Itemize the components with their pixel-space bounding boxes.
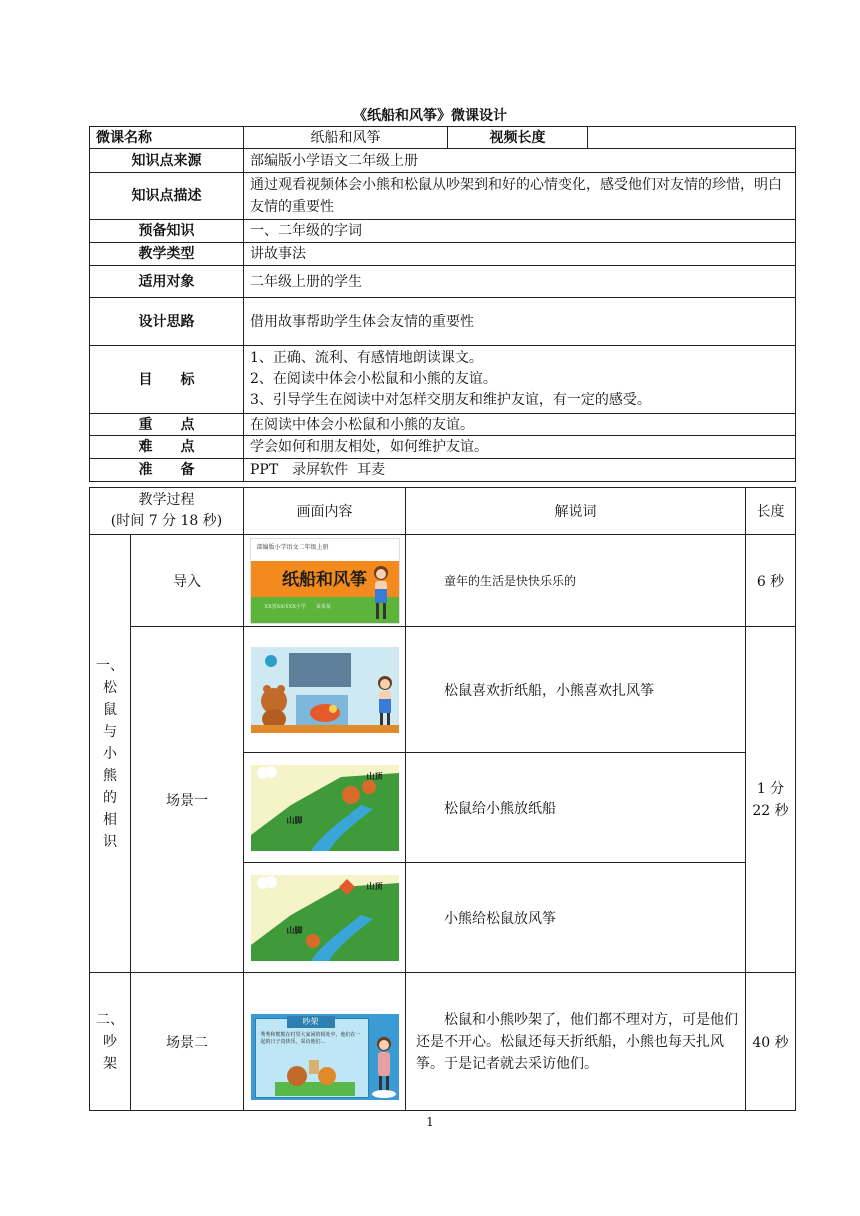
peak-label: 山顶 — [366, 880, 383, 891]
audience-value: 二年级上册的学生 — [244, 266, 796, 298]
row-prior — [90, 220, 796, 243]
foot-label: 山脚 — [286, 814, 303, 825]
scene-two: 场景二 — [131, 973, 244, 1111]
thumb-cell — [244, 753, 406, 863]
row-key — [90, 414, 796, 436]
header-narration: 解说词 — [406, 488, 746, 535]
row-goals — [90, 346, 796, 414]
foot-label: 山脚 — [286, 924, 303, 935]
intro-slide-thumbnail — [250, 538, 400, 624]
process-header-row — [90, 488, 796, 535]
scene-one: 场景一 — [131, 627, 244, 973]
key-label: 重 点 — [90, 414, 244, 436]
type-label: 教学类型 — [90, 243, 244, 266]
row-design — [90, 298, 796, 346]
scene-intro: 导入 — [131, 535, 244, 627]
slide-text: 秀秀和熊熊在村里大家闲的相处中，他们在一起的日子真快乐，采访他们… — [260, 1031, 361, 1045]
bear-icon — [259, 651, 289, 731]
narration-intro: 童年的生活是快快乐乐的 — [406, 535, 746, 627]
source-value: 部编版小学语文二年级上册 — [244, 149, 796, 173]
prep-label: 准 备 — [90, 459, 244, 482]
section-1-name: 一、 松 鼠 与 小 熊 的 相 识 — [90, 535, 131, 973]
narration-scene-one-b: 松鼠给小熊放纸船 — [406, 753, 746, 863]
header-length: 长度 — [746, 488, 796, 535]
thumb-cell — [244, 535, 406, 627]
dragon-kite-icon — [307, 697, 343, 725]
prior-value: 一、二年级的字词 — [244, 220, 796, 243]
ground-strip — [251, 725, 399, 733]
length-value — [588, 127, 796, 149]
scene-one-slide-thumbnail — [251, 647, 399, 733]
thumb-cell — [244, 973, 406, 1111]
table-row — [90, 535, 796, 627]
page-number: 1 — [426, 1115, 434, 1129]
table-row — [90, 973, 796, 1111]
peak-label: 山顶 — [366, 770, 383, 781]
header-time: (时间 7 分 18 秒) — [110, 513, 223, 529]
slide-title: 纸船和风筝 — [282, 569, 368, 590]
prep-value: PPT 录屏软件 耳麦 — [244, 459, 796, 482]
row-type — [90, 243, 796, 266]
audience-label: 适用对象 — [90, 266, 244, 298]
mountain-slide-thumbnail — [251, 765, 399, 851]
process-table — [89, 487, 796, 1111]
type-value: 讲故事法 — [244, 243, 796, 266]
goals-list — [244, 346, 796, 414]
info-table — [89, 126, 796, 482]
desc-label: 知识点描述 — [90, 173, 244, 220]
design-label: 设计思路 — [90, 298, 244, 346]
row-hard — [90, 436, 796, 459]
slide-title: 吵架 — [287, 1016, 335, 1028]
prior-label: 预备知识 — [90, 220, 244, 243]
design-value: 借用故事帮助学生体会友情的重要性 — [244, 298, 796, 346]
row-desc — [90, 173, 796, 220]
row-name — [90, 127, 796, 149]
name-value: 纸船和风筝 — [244, 127, 448, 149]
length-label: 视频长度 — [448, 127, 588, 149]
header-process: 教学过程 — [138, 492, 195, 508]
name-label: 微课名称 — [90, 127, 244, 149]
narration-scene-one-c: 小熊给松鼠放风筝 — [406, 863, 746, 973]
quarrel-slide-thumbnail — [251, 1014, 399, 1100]
slide-top-text: 部编版小学语文二年级上册 — [256, 543, 329, 551]
row-audience — [90, 266, 796, 298]
goal-item: 1、正确、流利、有感情地朗读课文。 — [250, 350, 483, 366]
source-label: 知识点来源 — [90, 149, 244, 173]
mountain-kite-slide-thumbnail — [251, 875, 399, 961]
narration-scene-two: 松鼠和小熊吵架了，他们都不理对方，可是他们还是不开心。松鼠还每天折纸船，小熊也每天扎风筝。于是记者就去采访他们。 — [406, 973, 746, 1111]
table-row — [90, 627, 796, 753]
animals-icon — [275, 1054, 355, 1096]
process-header — [90, 488, 244, 535]
goal-item: 3、引导学生在阅读中对怎样交朋友和维护友谊，有一定的感受。 — [250, 392, 651, 408]
hard-label: 难 点 — [90, 436, 244, 459]
row-source — [90, 149, 796, 173]
thumb-cell — [244, 863, 406, 973]
narration-scene-one-a: 松鼠喜欢折纸船，小熊喜欢扎风筝 — [406, 627, 746, 753]
goal-item: 2、在阅读中体会小松鼠和小熊的友谊。 — [250, 371, 497, 387]
key-value: 在阅读中体会小松鼠和小熊的友谊。 — [244, 414, 796, 436]
thumb-cell — [244, 627, 406, 753]
teacher-figure-icon — [369, 561, 393, 623]
document-title: 《纸船和风筝》微课设计 — [353, 108, 507, 124]
painting-icon — [289, 653, 351, 687]
length-intro: 6 秒 — [746, 535, 796, 627]
teacher-figure-icon — [373, 671, 397, 733]
length-scene-one: 1 分 22 秒 — [746, 627, 796, 973]
header-screen: 画面内容 — [244, 488, 406, 535]
length-scene-two: 40 秒 — [746, 973, 796, 1111]
goals-label: 目 标 — [90, 346, 244, 414]
slide-bottom-text: XX省XX市XX小学 某某某 — [264, 603, 331, 610]
teacher-figure-icon — [371, 1034, 397, 1098]
hard-value: 学会如何和朋友相处，如何维护友谊。 — [244, 436, 796, 459]
section-2-name: 二、 吵 架 — [90, 973, 131, 1111]
desc-value: 通过观看视频体会小熊和松鼠从吵架到和好的心情变化，感受他们对友情的珍惜，明白友情的重要性 — [244, 173, 796, 220]
row-prep — [90, 459, 796, 482]
